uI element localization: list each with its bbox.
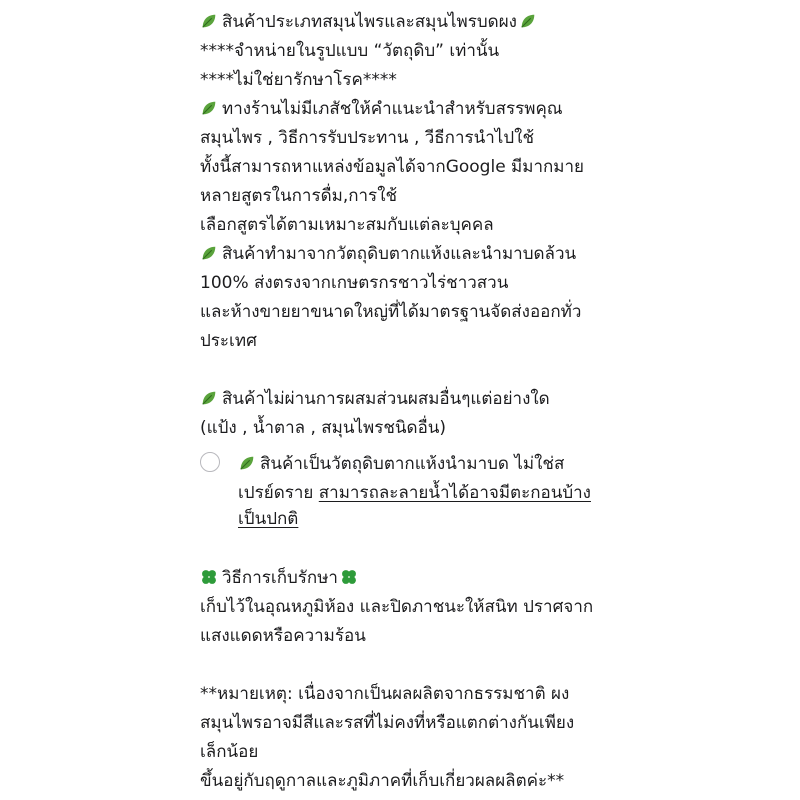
storage-title: วิธีการเก็บรักษา (200, 564, 358, 593)
note-line-7: หลายสูตรในการดื่ม,การใช้ (200, 186, 398, 206)
note-line-6: ทั้งนี้สามารถหาแหล่งข้อมูลได้จากGoogle มีมากมาย (200, 157, 585, 177)
leaf-icon (200, 244, 218, 262)
note-line-13: สินค้าไม่ผ่านการผสมส่วนผสมอื่นๆแต่อย่างใด (200, 385, 550, 414)
four-leaf-clover-icon (200, 568, 218, 586)
checklist-line-2: เปรย์ดราย สามารถละลายน้ำได้อาจมีตะกอนบ้าง (238, 483, 591, 503)
note-line-11: และห้างขายยาขนาดใหญ่ที่ได้มาตรฐานจัดส่งออกทั่ว (200, 302, 582, 322)
four-leaf-clover-icon (340, 568, 358, 586)
leaf-icon (238, 454, 256, 472)
note-line-8: เลือกสูตรได้ตามเหมาะสมกับแต่ละบุคคล (200, 215, 494, 235)
remark-line-1: **หมายเหตุ: เนื่องจากเป็นผลผลิตจากธรรมชาติ ผง (200, 684, 570, 704)
checklist-line-1: สินค้าเป็นวัตถุดิบตากแห้งนำมาบด ไม่ใช่ส (238, 450, 564, 479)
note-line-3: ****ไม่ใช่ยารักษาโรค**** (200, 70, 397, 90)
leaf-icon (200, 12, 218, 30)
note-line-5: สมุนไพร , วิธีการรับประทาน , วีธีการนำไปใช้ (200, 128, 534, 148)
leaf-icon (200, 99, 218, 117)
storage-line-1: เก็บไว้ในอุณหภูมิห้อง และปิดภาชนะให้สนิท ปราศจาก (200, 597, 594, 617)
note-line-1: สินค้าประเภทสมุนไพรและสมุนไพรบดผง (200, 8, 537, 37)
note-line-10: 100% ส่งตรงจากเกษตรกรชาวไร่ชาวสวน (200, 273, 509, 293)
checklist-line-3: เป็นปกติ (238, 509, 299, 529)
note-line-14: (แป้ง , น้ำตาล , สมุนไพรชนิดอื่น) (200, 418, 447, 438)
leaf-icon (200, 389, 218, 407)
note-line-9: สินค้าทำมาจากวัตถุดิบตากแห้งและนำมาบดล้วน (200, 240, 576, 269)
note-line-4: ทางร้านไม่มีเภสัชให้คำแนะนำสำหรับสรรพคุณ (200, 95, 563, 124)
note-line-2: ****จำหน่ายในรูปแบบ “วัตถุดิบ” เท่านั้น (200, 41, 500, 61)
remark-line-4: ขึ้นอยู่กับฤดูกาลและภูมิภาคที่เก็บเกี่ยวผลผลิตค่ะ** (200, 771, 565, 791)
leaf-icon (519, 12, 537, 30)
note-line-12: ประเทศ (200, 331, 257, 351)
underlined-text: สามารถละลายน้ำได้อาจมีตะกอนบ้าง (318, 483, 591, 503)
remark-line-3: เล็กน้อย (200, 742, 259, 762)
storage-line-2: แสงแดดหรือความร้อน (200, 626, 366, 646)
remark-line-2: สมุนไพรอาจมีสีและรสที่ไม่คงที่หรือแตกต่างกันเพียง (200, 713, 575, 733)
checklist-radio[interactable] (200, 452, 220, 472)
